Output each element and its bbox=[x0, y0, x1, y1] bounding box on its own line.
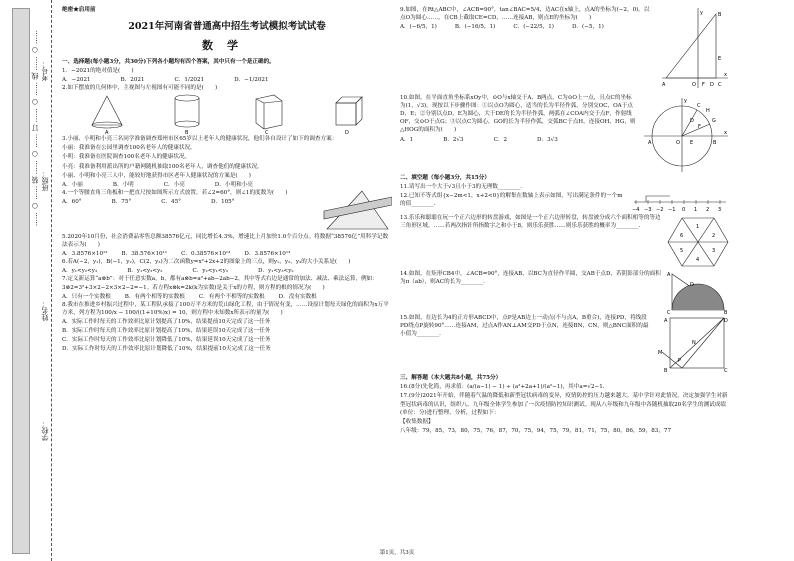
q9-label-x: x bbox=[724, 72, 727, 78]
q4-block bbox=[62, 189, 392, 233]
q10-label-d: D bbox=[690, 118, 694, 124]
q5-opt-c: C．0.38576×10¹³ bbox=[181, 251, 231, 258]
q3-opt-c: C．小亮 bbox=[163, 181, 185, 188]
q12-tick-3: 3 bbox=[718, 207, 722, 214]
q17: 17.(9分)2021年开始，伴随着气温的降低和新型冠状病毒的变异，疫情防控的压力越来越大。某中学针对此情况，决定加强学生对新型冠状病毒的认识，组织八、九年级全体学生参加了一次疫情防控知识测试。现从八年级和九年级中各随机抽取20名学生的测试成绩(单位：分)进行整理、分析，过程如下： bbox=[400, 393, 728, 416]
q12: 12.已知不等式组{x−2m<1，x+2<0}的解集在数轴上表示如图，写出满足条件的一个m的值________. bbox=[400, 193, 623, 208]
q14: 14.如图，在矩形CB4中，∠ACB=90°，连接AB，以BC为直径作半圆，交AB于点D，若阴影部分的面积为π（ab），则AC的长为________. bbox=[400, 271, 661, 286]
q4-triangle-ruler-figure bbox=[322, 189, 392, 233]
q4-options bbox=[62, 198, 316, 206]
q6-opt-c: C．y₂<y₁<y₃ bbox=[192, 268, 228, 275]
fig-label-b: B bbox=[185, 130, 189, 136]
q12-tick-neg4: −4 bbox=[632, 207, 640, 214]
q9-label-a: A bbox=[662, 82, 666, 88]
q5: 5.2020年10月份，社会消费品零售总额38576亿元，同比增长4.3%，增速比上月加快1.0个百分点。将数据“38576亿”用科学记数法表示为( ) bbox=[62, 233, 389, 249]
q11: 11.请写出一个大于√3且小于3的无理数________. bbox=[400, 184, 523, 191]
q7-opt-b: B．有两个相等的实数根 bbox=[124, 293, 185, 300]
q4-opt-d: D．105° bbox=[210, 199, 235, 206]
collect-data-label: 【收集数据】 bbox=[400, 418, 434, 425]
q15-label-b: B bbox=[664, 368, 668, 375]
q10-label-f: F bbox=[698, 124, 701, 130]
q10-block bbox=[400, 94, 730, 174]
q10-label-c: C bbox=[697, 103, 701, 109]
q9-label-e: E bbox=[718, 56, 722, 62]
q13-num-4: 4 bbox=[696, 257, 700, 264]
q12-number-line bbox=[630, 192, 730, 214]
q9-label-o: O bbox=[692, 82, 696, 88]
q15-label-d: D bbox=[724, 318, 728, 325]
q13-num-2: 2 bbox=[712, 233, 716, 240]
q7-options bbox=[62, 293, 392, 301]
q9-opt-b: B．(−16/5，1) bbox=[454, 24, 496, 31]
q10-label-b: B bbox=[713, 140, 717, 146]
q3-line-2: 小明：我准备在医院调查100名老年人的健康状况。 bbox=[62, 154, 191, 161]
exam-title: 2021年河南省普通高中招生考试模拟考试试卷 bbox=[128, 21, 326, 33]
q14-label-c: C bbox=[667, 310, 671, 315]
q15-label-m: M bbox=[658, 350, 663, 357]
q3: 3.小丽、小明和小亮三名同学准备调查郑州市区65岁以上老年人的健康状况，他们各自设计了如下的调查方案： bbox=[62, 136, 338, 143]
prism-figure bbox=[242, 93, 292, 135]
q1-opt-c: C．1/2021 bbox=[174, 77, 205, 84]
q14-label-d: D bbox=[690, 282, 694, 289]
q9-opt-a: A．(−6/5，1) bbox=[400, 24, 437, 31]
q1-opt-d: D．−1/2021 bbox=[234, 77, 269, 84]
section-2-title: 二、填空题（每小题3分，共15分） bbox=[400, 175, 490, 181]
q9-label-d: D bbox=[710, 82, 714, 88]
q10-opt-b: B．2√3 bbox=[443, 136, 464, 143]
q7: 7.定义新运算“a⊗b”：对于任意实数a，b，都有a⊗b=a²+ab−2ab−2，其中等式右边是通常的加法、减法、乘法运算，例如：3⊗2=3²+3×2−2×3×2−2=−1。若方程x⊗k=2k(k为实数)是关于x的方程，则方程的根的情况为( ) bbox=[62, 276, 378, 291]
q8-opt-c: C．实际工作时每天的工作效率比原计划降低了10%，结果延误10天完成了这一任务 bbox=[62, 337, 271, 344]
q10-label-h: H bbox=[706, 108, 710, 114]
q2: 2.如下摆放的几何体中，主视图与左视图有可能不同的是( ) bbox=[62, 85, 218, 92]
q12-tick-1: 1 bbox=[694, 207, 698, 214]
q10-label-e: E bbox=[690, 140, 694, 146]
q12-tick-0: 0 bbox=[682, 207, 686, 214]
q15-label-n: N bbox=[692, 340, 696, 347]
fig-label-d: D bbox=[345, 130, 349, 136]
q9: 9.如图，在Rt△ABC中，∠ACB=90°，tan∠BAC=5/4，边AC在x轴上，点A的坐标为(−2，0)。以点O为圆心……，在CB上截取CE=CD，……连接AB，则点E的坐标为( ) bbox=[400, 7, 650, 22]
q10-label-o: O bbox=[676, 140, 680, 146]
q2-figures bbox=[82, 93, 392, 135]
grade8-label: 八年级： bbox=[400, 427, 423, 434]
q6-options bbox=[62, 267, 392, 275]
q10-opt-c: C．2 bbox=[493, 136, 508, 143]
q3-options bbox=[62, 181, 392, 189]
page-footer: 第1页，共3页 bbox=[379, 550, 415, 556]
q15-label-p: P bbox=[678, 358, 682, 365]
q9-opt-c: C．(−22/5，1) bbox=[513, 24, 554, 31]
q9-label-b: B bbox=[718, 12, 722, 18]
q1: 1．−2021的绝对值是( ) bbox=[62, 67, 134, 74]
binding-name-label: 姓名： bbox=[41, 300, 49, 321]
q8-opt-a: A．实际工作时每天的工作效率比原计划提高了10%，结果提前10天完成了这一任务 bbox=[62, 319, 271, 325]
q12-tick-neg2: −2 bbox=[656, 207, 664, 214]
fig-label-a: A bbox=[105, 130, 109, 136]
q15-label-a: A bbox=[664, 318, 668, 325]
q3-line-3: 小亮：我准备利用派出所的户籍网随机抽取100名老年人，调查他们的健康状况。 bbox=[62, 163, 263, 170]
q9-opt-d: D．(−5，1) bbox=[571, 24, 604, 31]
binding-margin bbox=[0, 0, 52, 561]
q5-opt-d: D．3.8576×10¹³ bbox=[244, 251, 291, 258]
binding-class-label: 班级： bbox=[41, 170, 49, 191]
q13-num-6: 6 bbox=[680, 233, 684, 240]
q12-tick-2: 2 bbox=[706, 207, 710, 214]
q1-opt-b: B．2021 bbox=[120, 77, 145, 84]
q9-label-f: F bbox=[702, 82, 705, 88]
q5-opt-b: B．38.576×10¹¹ bbox=[121, 251, 168, 258]
q6-opt-d: D．y₁<y₃<y₂ bbox=[257, 268, 294, 275]
q9-options bbox=[400, 23, 654, 31]
q10-figure bbox=[640, 94, 730, 174]
q15-block bbox=[400, 314, 730, 374]
q5-options bbox=[62, 250, 392, 258]
q14-block bbox=[400, 270, 730, 314]
q14-label-a: A bbox=[667, 272, 671, 279]
q8-opt-b: B．实际工作时每天的工作效率比原计划提高了10%，结果延误10天完成了这一任务 bbox=[62, 328, 271, 335]
q10-label-g: G bbox=[712, 118, 716, 124]
binding-id-label: 考号： bbox=[41, 60, 49, 81]
q8-opt-d: D．实际工作时每天的工作效率比原计划降低了10%，结果提前10天完成了这一任务 bbox=[62, 346, 271, 353]
q15-label-c: C bbox=[724, 368, 728, 375]
fig-label-c: C bbox=[265, 130, 269, 136]
q13-num-3: 3 bbox=[712, 248, 716, 255]
q12-tick-neg3: −3 bbox=[644, 207, 652, 214]
q7-opt-c: C．有两个不相等的实数根 bbox=[198, 293, 265, 300]
section-1-title: 一、选择题(每小题3分，共30分)下列各小题均有四个答案，其中只有一个是正确的。 bbox=[62, 58, 275, 65]
q16: 16.(8分)先化简，再求值：(a/(a−1) − 1) ÷ (a²+2a+1)/(a²−1)，其中a=√2−1. bbox=[400, 384, 605, 391]
q4-opt-b: B．75° bbox=[111, 199, 132, 206]
q13-num-1: 1 bbox=[696, 224, 700, 231]
q1-options bbox=[62, 76, 392, 84]
q4-opt-a: A．60° bbox=[62, 199, 82, 206]
cylinder-figure bbox=[162, 93, 212, 135]
q13-hexagon-spinner bbox=[666, 214, 730, 270]
q9-label-c: C bbox=[718, 82, 722, 88]
grade8-scores: 79，85，73，80，75，76，87，70，75，94，75，79，81，71，75，80，86，59，83，77 bbox=[422, 427, 672, 434]
section-3-title: 三、解答题（本大题共8小题，共75分） bbox=[400, 375, 502, 382]
q14-figure bbox=[666, 270, 730, 314]
binding-strip bbox=[12, 8, 30, 554]
q10-label-y: y bbox=[684, 98, 687, 104]
q15-square-figure bbox=[658, 314, 730, 374]
q3-opt-b: B．小明 bbox=[112, 181, 134, 188]
q4: 4.一个等腰直角三角板和一把直尺按如图所示方式放置。若∠2=60°，则∠1的度数为( ) bbox=[62, 189, 288, 196]
q13-num-5: 5 bbox=[680, 248, 684, 255]
q12-block bbox=[400, 192, 730, 214]
q3-opt-d: D．小明和小亮 bbox=[214, 181, 253, 188]
binding-school-label: 学校： bbox=[41, 420, 49, 441]
q9-label-y: y bbox=[700, 10, 703, 16]
q7-opt-d: D．没有实数根 bbox=[278, 293, 317, 300]
q10: 10.如图，在平面直角坐标系xOy中，⊙O与x轴交于A，B两点，C为⊙O上一点，且点C的坐标为(1，√3)。现按以下步骤作图：①以点O为圆心，适当的长为半径作弧，分别交OC，OA于点D，E；②分别以点D，E为圆心，大于DE的长为半径作弧，两弧在∠COA内交于点F，作射线OF，交⊙O于点G；③以点C为圆心，GO的长为半径作弧，交弧BC于点H，连接OH，HG，则△HOG的面积为( ) bbox=[400, 95, 636, 134]
q3-opt-a: A．小丽 bbox=[62, 181, 83, 188]
q4-opt-c: C．45° bbox=[161, 199, 181, 206]
cube-figure bbox=[322, 93, 372, 135]
cone-figure bbox=[82, 93, 132, 135]
grade8-scores-row bbox=[400, 427, 730, 435]
binding-cut-line: …… ○ …… 装 …… ○ …… 订 …… ○ …… 线 …… ○ …… bbox=[31, 30, 39, 227]
q9-figure bbox=[658, 6, 730, 94]
q9-block bbox=[400, 6, 730, 94]
q6: 6.若A(−2，y₁)，B(−1，y₂)，C(2，y₃)为二次函数y=x²+2x+2的图象上的三点，则y₁，y₂，y₃的大小关系是( ) bbox=[62, 259, 351, 266]
q14-label-b: B bbox=[724, 310, 728, 315]
q7-opt-a: A．只有一个实数根 bbox=[62, 293, 111, 300]
q10-label-a: A bbox=[648, 140, 652, 146]
q10-options bbox=[400, 136, 636, 144]
q15: 15.如图，在边长为4的正方形ABCD中，点P是AB边上一动点(不与点A，B重合)，连接PD，将线段PD绕点P旋转90°……连接AM，过点A作AN⊥AM交PD于点N，连接BN，CN，则△BNC面积的最小值为________. bbox=[400, 315, 649, 338]
left-column bbox=[62, 6, 392, 354]
secret-mark: 绝密★启用前 bbox=[62, 7, 96, 13]
q10-opt-d: D．3√3 bbox=[537, 136, 558, 143]
q3-line-1: 小丽：我准备在公园里调查100名老年人的健康状况。 bbox=[62, 145, 196, 152]
q3-line-4: 小丽、小明和小亮三人中，能较好地获得市区老年人健康状况的方案是( ) bbox=[62, 172, 251, 179]
q6-opt-a: A．y₁<y₂<y₃ bbox=[62, 268, 98, 275]
subject-title: 数学 bbox=[202, 38, 252, 52]
q13-block bbox=[400, 214, 730, 270]
q13: 13.乐乐和聪聪在玩一个正六边形的转盘游戏，如图是一个正六边形转盘，转盘被分成六个面积相等的等边三角形区域，……若两次指针所指数字之和小于8，则乐乐获胜……则乐乐获胜的概率为________. bbox=[400, 215, 661, 230]
q12-tick-neg1: −1 bbox=[668, 207, 676, 214]
q6-opt-b: B．y₁<y₃<y₂ bbox=[127, 268, 163, 275]
q10-label-x: x bbox=[724, 130, 727, 136]
q8: 8.我市在推进乡村振兴过程中，某工程队承接了100万平方米的荒山绿化工程，由于情况有变，……设原计划每天绿化的面积为x万平方米，列方程为100/x − 100/((1+10%)x) = 10，则方程中未知数x所表示的量为( ) bbox=[62, 301, 389, 316]
q1-opt-a: A．−2021 bbox=[62, 77, 91, 84]
q5-opt-a: A．3.8576×10¹² bbox=[62, 251, 108, 258]
right-column bbox=[400, 6, 730, 436]
q10-opt-a: A．1 bbox=[400, 136, 414, 143]
